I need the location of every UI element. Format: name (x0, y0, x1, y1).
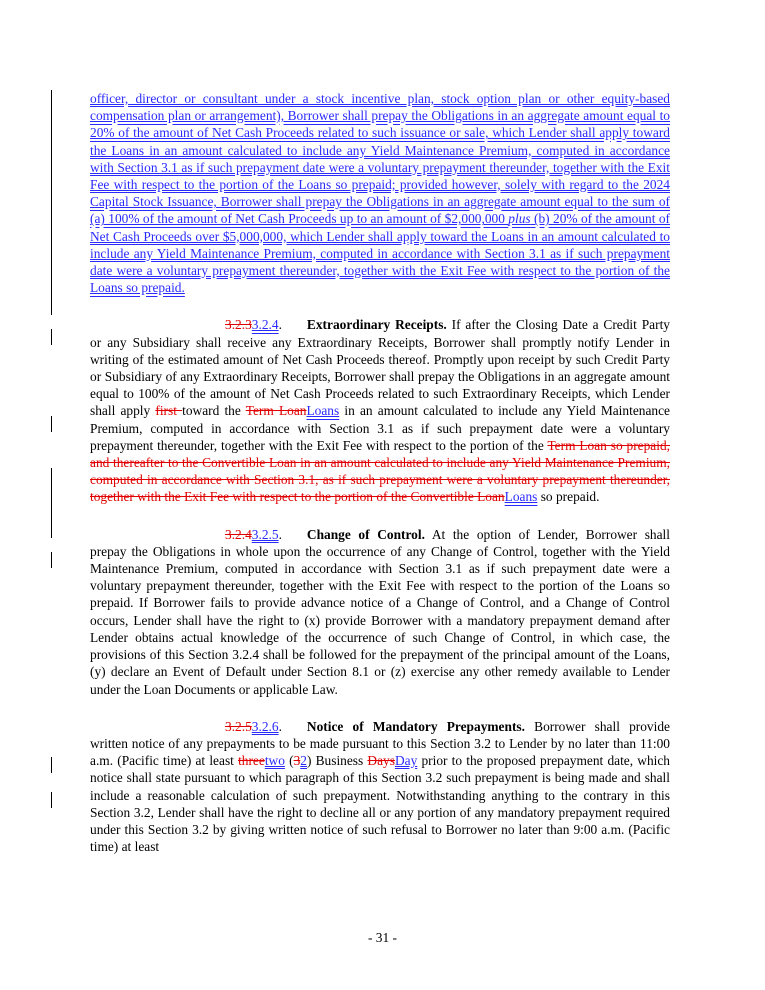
section-number-inserted: 3.2.4 (251, 317, 279, 333)
section-3-2-4: 3.2.33.2.4. Extraordinary Receipts. If after the Closing Date a Credit Party or any Subsidiary shall receive any Extraordinary Receipts, Borrower shall promptly notify Lender in writing of the estimated amount of Net Cash Proceeds thereof. Promptly upon receipt by such Credit Party or Subsidiary of any Extraordinary Receipts, Borrower shall prepay the Obligations in an aggregate amount equal to 100% of the amount of Net Cash Proceeds related to such Extraordinary Receipts, which Lender shall apply first toward the Term LoanLoans in an amount calculated to include any Yield Maintenance Premium, computed in accordance with Section 3.1 as if such prepayment date were a voluntary prepayment thereunder, together with the Exit Fee with respect to the portion of the Term Loan so prepaid, and thereafter to the Convertible Loan in an amount calculated to include any Yield Maintenance Premium, computed in accordance with Section 3.1, as if such prepayment were a voluntary prepayment thereunder, together with the Exit Fee with respect to the portion of the Convertible LoanLoans so prepaid. (90, 317, 670, 505)
section-number-deleted: 3.2.3 (225, 317, 252, 333)
change-bar (51, 90, 52, 315)
section-heading: Extraordinary Receipts. (306, 317, 447, 333)
change-bar (51, 416, 52, 432)
page-number: - 31 - (367, 930, 397, 945)
section-number-inserted: 3.2.6 (251, 718, 279, 734)
page-body (90, 90, 670, 855)
section-heading: Change of Control. (306, 526, 425, 542)
section-number-deleted: 3.2.4 (225, 526, 252, 542)
section-heading: Notice of Mandatory Prepayments. (306, 718, 525, 734)
change-bar (51, 329, 52, 345)
section-number-inserted: 3.2.5 (251, 526, 279, 542)
section-3-2-6: 3.2.53.2.6. Notice of Mandatory Prepayments. Borrower shall provide written notice of any prepayments to be made pursuant to this Section 3.2 to Lender by no later than 11:00 a.m. (Pacific time) at least threetwo (32) Business DaysDay prior to the proposed prepayment date, which notice shall state pursuant to which paragraph of this Section 3.2 such prepayment is being made and shall include a reasonable calculation of such prepayment. Notwithstanding anything to the contrary in this Section 3.2, Lender shall have the right to decline all or any portion of any mandatory prepayment required under this Section 3.2 by giving written notice of such refusal to Borrower no later than 9:00 a.m. (Pacific time) at least (90, 718, 671, 855)
section-3-2-5: 3.2.43.2.5. Change of Control. At the option of Lender, Borrower shall prepay the Obligations in whole upon the occurrence of any Change of Control, together with the Yield Maintenance Premium, computed in accordance with Section 3.1 as if such prepayment date were a voluntary prepayment thereunder, together with the Exit Fee with respect to the portion of the Loans so prepaid. If Borrower fails to provide advance notice of a Change of Control, and a Change of Control occurs, Lender shall have the right to (x) provide Borrower with a mandatory prepayment demand after Lender obtains actual knowledge of the occurrence of such Change of Control, in which case, the provisions of this Section 3.2.4 shall be followed for the prepayment of the principal amount of the Loans, (y) declare an Event of Default under Section 8.1 or (z) exercise any other remedy available to Lender under the Loan Documents or applicable Law. (90, 526, 670, 697)
change-bar (51, 757, 52, 773)
section-number-deleted: 3.2.5 (225, 718, 252, 734)
inserted-paragraph: officer, director or consultant under a stock incentive plan, stock option plan or other equity-based compensation plan or arrangement), Borrower shall prepay the Obligations in an aggregate amount equal to 20% of the amount of Net Cash Proceeds related to such issuance or sale, which Lender shall apply toward the Loans in an amount calculated to include any Yield Maintenance Premium, computed in accordance with Section 3.1 as if such prepayment date were a voluntary prepayment thereunder, together with the Exit Fee with respect to the portion of the Loans so prepaid; provided however, solely with regard to the 2024 Capital Stock Issuance, Borrower shall prepay the Obligations in an aggregate amount equal to the sum of (a) 100% of the amount of Net Cash Proceeds up to an amount of $2,000,000 plus (b) 20% of the amount of Net Cash Proceeds over $5,000,000, which Lender shall apply toward the Loans in an amount calculated to include any Yield Maintenance Premium, computed in accordance with Section 3.1 as if such prepayment date were a voluntary prepayment thereunder, together with the Exit Fee with respect to the portion of the Loans so prepaid. (90, 91, 670, 296)
change-bar (51, 468, 52, 538)
change-bar (51, 552, 52, 568)
change-bar (51, 792, 52, 808)
